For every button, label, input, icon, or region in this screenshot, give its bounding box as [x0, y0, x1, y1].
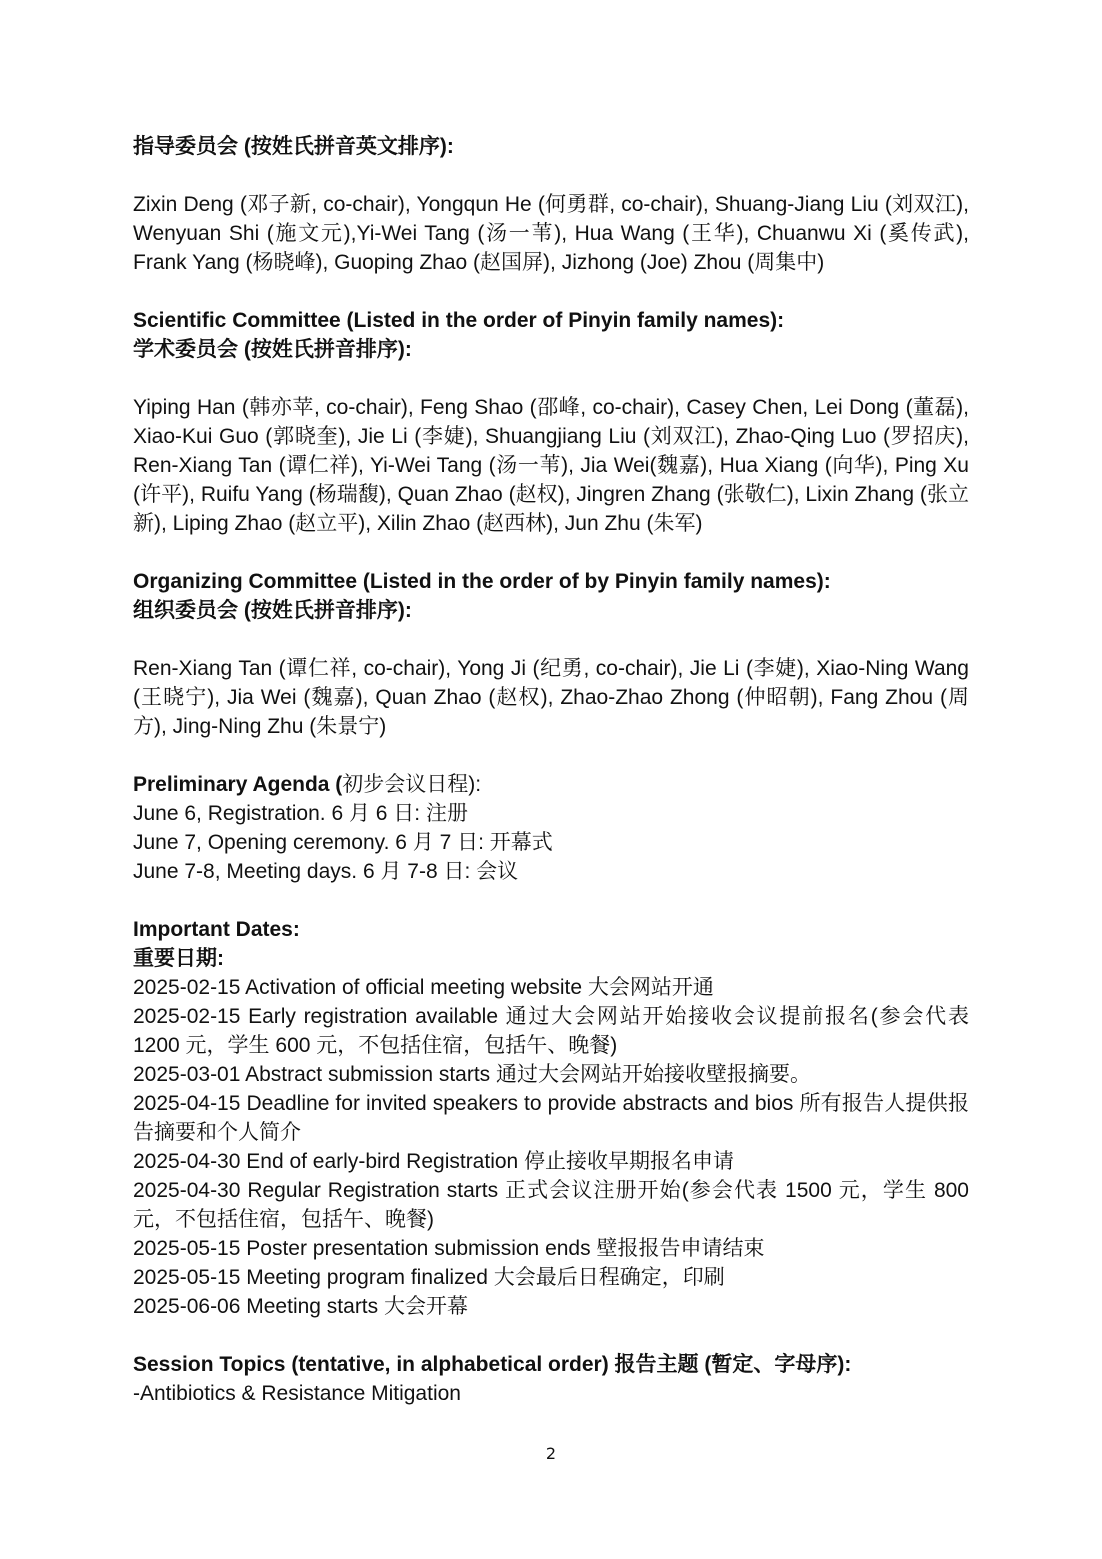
- organizing-committee-heading-zh: 组织委员会 (按姓氏拼音排序):: [133, 599, 412, 622]
- steering-committee-members: Zixin Deng (邓子新, co-chair), Yongqun He (何勇群, co-chair), Shuang-Jiang Liu (刘双江), Wenyuan Shi (施文元),Yi-Wei Tang (汤一苇), Hua Wang (王华), Chuanwu Xi (奚传武), Frank Yang (杨晓峰), Guoping Zhao (赵国屏), Jizhong (Joe) Zhou (周集中): [133, 193, 969, 274]
- scientific-committee-members: Yiping Han (韩亦苹, co-chair), Feng Shao (邵峰, co-chair), Casey Chen, Lei Dong (董磊), Xiao-Kui Guo (郭晓奎), Jie Li (李婕), Shuangjiang Liu (刘双江), Zhao-Qing Luo (罗招庆), Ren-Xiang Tan (谭仁祥), Yi-Wei Tang (汤一苇), Jia Wei(魏嘉), Hua Xiang (向华), Ping Xu (许平), Ruifu Yang (杨瑞馥), Quan Zhao (赵权), Jingren Zhang (张敬仁), Lixin Zhang (张立新), Liping Zhao (赵立平), Xilin Zhao (赵西林), Jun Zhu (朱军): [133, 396, 969, 535]
- important-dates-heading-en: Important Dates:: [133, 918, 300, 941]
- topic-item: -Antibiotics & Resistance Mitigation: [133, 1382, 461, 1405]
- scientific-committee-heading-en: Scientific Committee (Listed in the order of Pinyin family names):: [133, 309, 785, 332]
- date-item: 2025-06-06 Meeting starts 大会开幕: [133, 1295, 468, 1318]
- scientific-committee-heading-zh: 学术委员会 (按姓氏拼音排序):: [133, 338, 412, 361]
- page-number: 2: [545, 1444, 557, 1463]
- date-item: 2025-02-15 Early registration available 通过大会网站开始接收会议提前报名(参会代表 1200 元，学生 600 元，不包括住宿，包括午、晚餐): [133, 1005, 969, 1057]
- session-topics-heading: Session Topics (tentative, in alphabetical order) 报告主题 (暂定、字母序):: [133, 1353, 852, 1376]
- agenda-heading: [133, 770, 969, 799]
- organizing-committee-heading-en: Organizing Committee (Listed in the order of by Pinyin family names):: [133, 570, 831, 593]
- date-item: 2025-05-15 Poster presentation submission ends 壁报报告申请结束: [133, 1237, 765, 1260]
- steering-committee-heading: 指导委员会 (按姓氏拼音英文排序):: [133, 135, 454, 158]
- document-page: [133, 132, 969, 1408]
- date-item: 2025-05-15 Meeting program finalized 大会最后日程确定，印刷: [133, 1266, 725, 1289]
- date-item: 2025-04-30 Regular Registration starts 正式会议注册开始(参会代表 1500 元，学生 800 元，不包括住宿，包括午、晚餐): [133, 1179, 969, 1231]
- agenda-item: June 7, Opening ceremony. 6 月 7 日: 开幕式: [133, 831, 553, 854]
- date-item: 2025-02-15 Activation of official meeting website 大会网站开通: [133, 976, 714, 999]
- agenda-heading-bold: Preliminary Agenda (: [133, 773, 343, 796]
- date-item: 2025-03-01 Abstract submission starts 通过大会网站开始接收壁报摘要。: [133, 1063, 812, 1086]
- important-dates-heading-zh: 重要日期:: [133, 947, 224, 970]
- agenda-item: June 6, Registration. 6 月 6 日: 注册: [133, 802, 468, 825]
- date-item: 2025-04-15 Deadline for invited speakers to provide abstracts and bios 所有报告人提供报告摘要和个人简介: [133, 1092, 969, 1144]
- agenda-heading-rest: 初步会议日程):: [342, 773, 482, 796]
- date-item: 2025-04-30 End of early-bird Registration 停止接收早期报名申请: [133, 1150, 735, 1173]
- agenda-item: June 7-8, Meeting days. 6 月 7-8 日: 会议: [133, 860, 519, 883]
- organizing-committee-members: Ren-Xiang Tan (谭仁祥, co-chair), Yong Ji (纪勇, co-chair), Jie Li (李婕), Xiao-Ning Wang (王晓宁), Jia Wei (魏嘉), Quan Zhao (赵权), Zhao-Zhao Zhong (仲昭朝), Fang Zhou (周方), Jing-Ning Zhu (朱景宁): [133, 657, 969, 738]
